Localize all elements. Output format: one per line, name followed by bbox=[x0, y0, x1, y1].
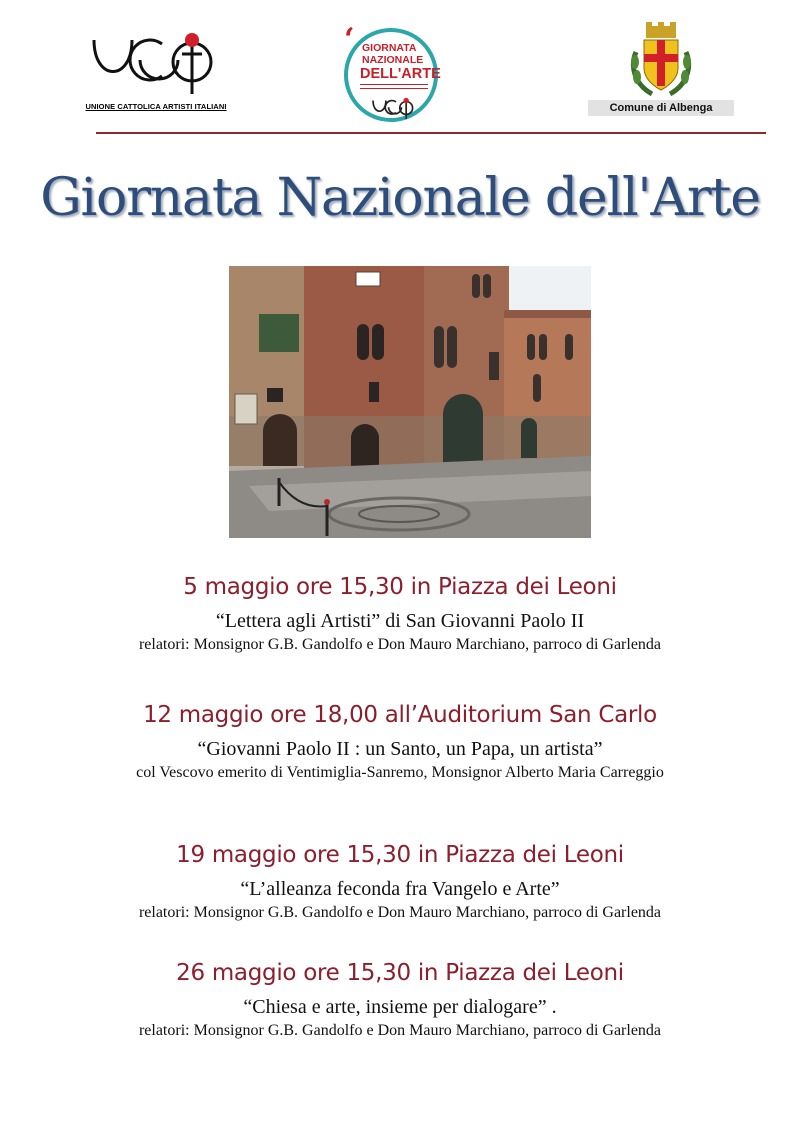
event-topic: “Giovanni Paolo II : un Santo, un Papa, un artista” bbox=[197, 738, 603, 760]
event-heading: 5 maggio ore 15,30 in Piazza dei Leoni bbox=[183, 574, 617, 600]
coat-of-arms-icon bbox=[628, 22, 694, 100]
gna-logo-line2: NAZIONALE bbox=[362, 54, 424, 66]
ucai-caption: UNIONE CATTOLICA ARTISTI ITALIANI bbox=[85, 102, 227, 111]
event-item bbox=[0, 700, 800, 784]
event-speakers: relatori: Monsignor G.B. Gandolfo e Don Mauro Marchiano, parroco di Garlenda bbox=[138, 1022, 662, 1039]
event-speakers: relatori: Monsignor G.B. Gandolfo e Don Mauro Marchiano, parroco di Garlenda bbox=[138, 904, 662, 921]
event-topic: “Chiesa e arte, insieme per dialogare” . bbox=[243, 996, 557, 1018]
event-speakers: relatori: Monsignor G.B. Gandolfo e Don Mauro Marchiano, parroco di Garlenda bbox=[138, 636, 662, 653]
event-speakers: col Vescovo emerito di Ventimiglia-Sanremo, Monsignor Alberto Maria Carreggio bbox=[136, 764, 664, 781]
piazza-photo bbox=[229, 266, 591, 538]
event-item bbox=[0, 840, 800, 924]
page-title: Giornata Nazionale dell'Arte bbox=[40, 168, 760, 228]
logo-comma-mark: ‘ bbox=[344, 22, 355, 57]
ucai-mini-emblem-icon bbox=[371, 96, 417, 122]
albenga-caption: Comune di Albenga bbox=[588, 100, 734, 116]
event-topic: “Lettera agli Artisti” di San Giovanni Paolo II bbox=[215, 610, 585, 632]
ucai-emblem-icon bbox=[88, 32, 224, 98]
giornata-nazionale-logo bbox=[340, 24, 446, 130]
event-item bbox=[0, 958, 800, 1042]
albenga-coat-of-arms bbox=[588, 22, 734, 118]
event-heading: 19 maggio ore 15,30 in Piazza dei Leoni bbox=[176, 842, 624, 868]
event-heading: 12 maggio ore 18,00 all’Auditorium San Carlo bbox=[143, 702, 657, 728]
gna-logo-line1: GIORNATA bbox=[362, 42, 417, 54]
ucai-logo bbox=[76, 26, 236, 116]
event-item bbox=[0, 572, 800, 656]
piazza-illustration bbox=[229, 266, 591, 538]
event-topic: “L’alleanza feconda fra Vangelo e Arte” bbox=[240, 878, 560, 900]
gna-logo-line3: DELL'ARTE bbox=[360, 66, 441, 82]
header-divider bbox=[96, 132, 766, 134]
gna-logo-underline bbox=[360, 84, 428, 89]
event-heading: 26 maggio ore 15,30 in Piazza dei Leoni bbox=[176, 960, 624, 986]
